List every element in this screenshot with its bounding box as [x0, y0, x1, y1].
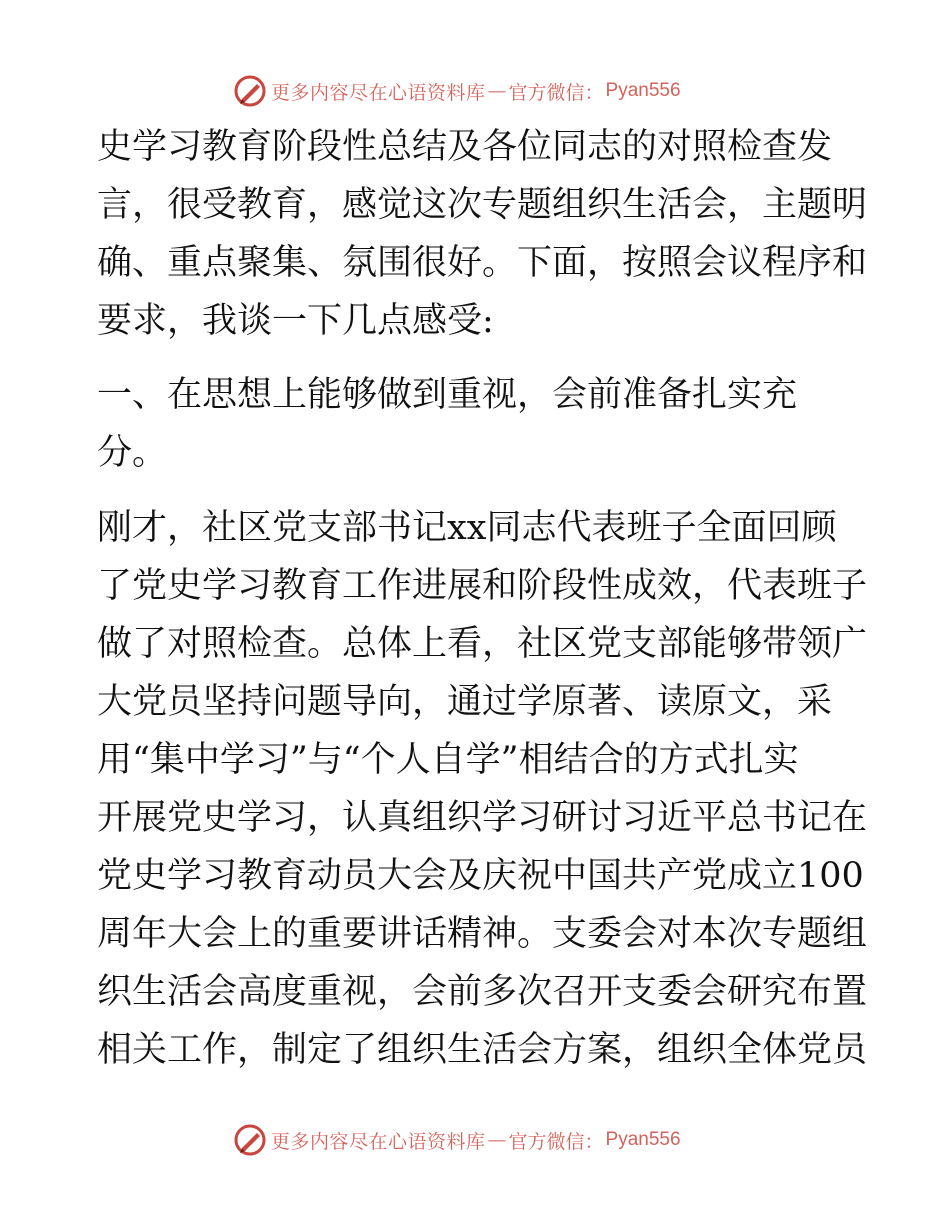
body-line: 刚才，社区党支部书记xx同志代表班子全面回顾	[97, 508, 837, 548]
body-line: 党史学习教育动员大会及庆祝中国共产党成立100	[97, 856, 864, 896]
body-line: 史学习教育阶段性总结及各位同志的对照检查发	[97, 127, 833, 167]
watermark-official-label: 官方微信：	[508, 81, 604, 104]
pen-seal-logo-icon	[233, 74, 267, 108]
body-line: 言，很受教育，感觉这次专题组织生活会，主题明	[97, 185, 868, 225]
body-line: 相关工作，制定了组织生活会方案，组织全体党员	[97, 1030, 868, 1070]
body-line: 要求，我谈一下几点感受:	[97, 301, 494, 341]
watermark-banner-top	[233, 71, 713, 111]
watermark-text: 更多内容尽在心语资料库	[271, 1130, 486, 1153]
watermark-wechat-id: Pyan556	[605, 1129, 681, 1150]
watermark-separator: —	[487, 80, 507, 102]
body-line: 开展党史学习，认真组织学习研讨习近平总书记在	[97, 798, 868, 838]
body-line: 确、重点聚集、氛围很好。下面，按照会议程序和	[97, 243, 868, 283]
watermark-text: 更多内容尽在心语资料库	[271, 81, 486, 104]
watermark-banner-bottom	[233, 1120, 713, 1160]
watermark-wechat-id: Pyan556	[605, 80, 681, 101]
body-line: 大党员坚持问题导向，通过学原著、读原文，采	[97, 682, 833, 722]
body-line: 织生活会高度重视，会前多次召开支委会研究布置	[97, 972, 868, 1012]
body-line: 做了对照检查。总体上看，社区党支部能够带领广	[97, 624, 868, 664]
body-line: 周年大会上的重要讲话精神。支委会对本次专题组	[97, 914, 868, 954]
watermark-official-label: 官方微信：	[508, 1130, 604, 1153]
section-heading: 分。	[97, 433, 168, 473]
body-line: 了党史学习教育工作进展和阶段性成效，代表班子	[97, 566, 868, 606]
section-heading: 一、在思想上能够做到重视，会前准备扎实充	[97, 375, 798, 415]
watermark-separator: —	[487, 1129, 507, 1151]
body-line: 用“集中学习”与“个人自学”相结合的方式扎实	[97, 740, 799, 780]
pen-seal-logo-icon	[233, 1123, 267, 1157]
